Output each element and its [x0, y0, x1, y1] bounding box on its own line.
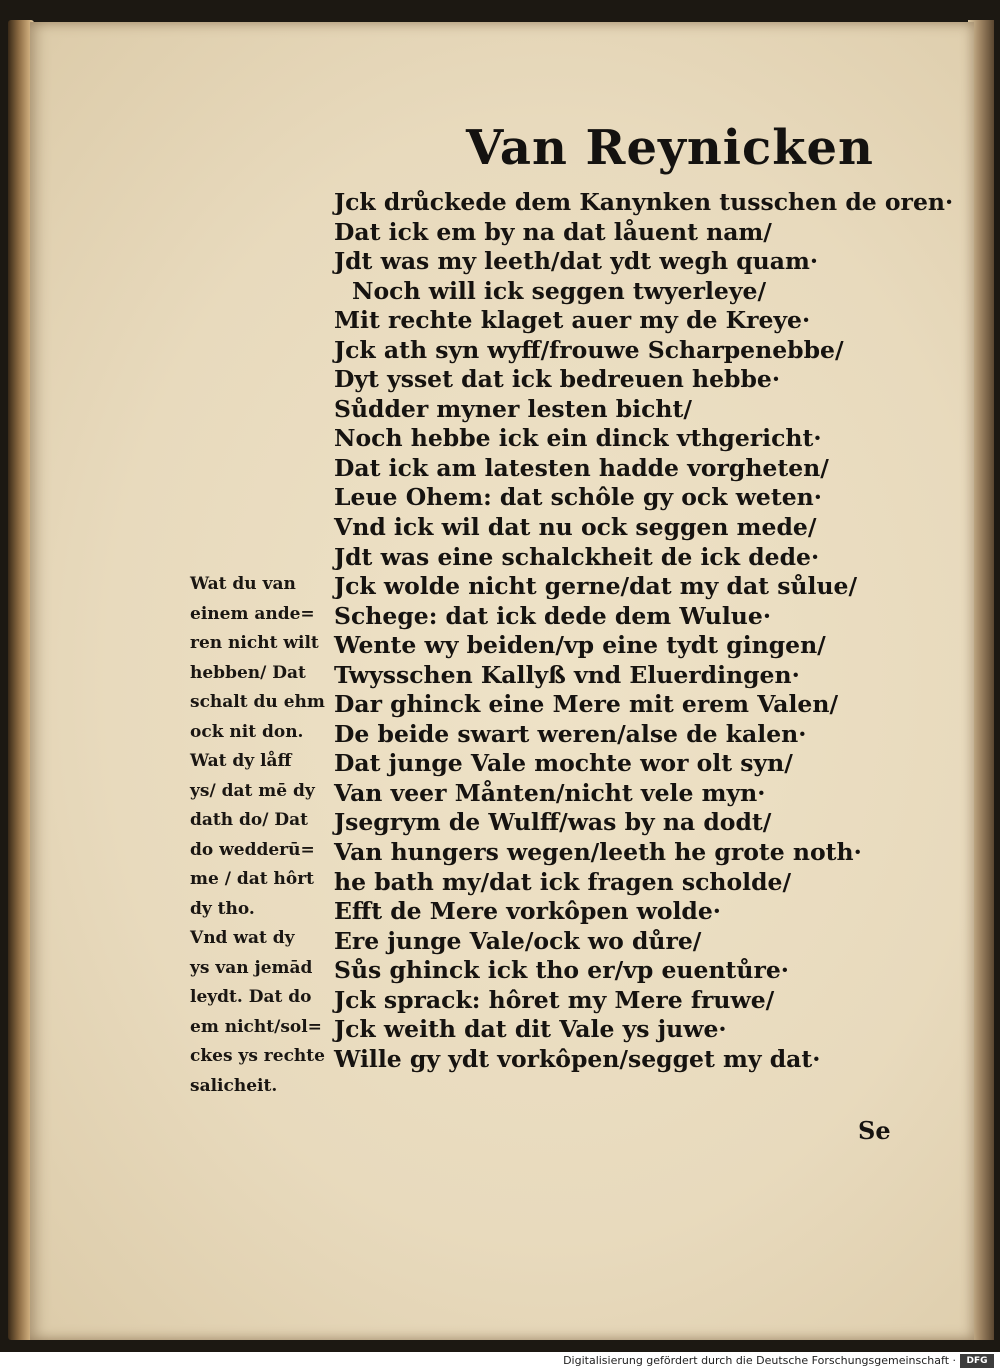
margin-note-line: Wat dy låff [190, 751, 292, 771]
margin-note-line: ren nicht wilt [190, 633, 319, 653]
dfg-logo: DFG [960, 1354, 994, 1368]
digitization-footer [0, 1352, 1000, 1371]
text-line: Sůs ghinck ick tho er/vp euentůre· [334, 956, 789, 985]
text-line: Jsegrym de Wulff/was by na dodt/ [334, 808, 772, 837]
text-line: Dat ick am latesten hadde vorgheten/ [334, 453, 829, 482]
margin-note-line: hebben/ Dat [190, 662, 306, 683]
text-line: Ere junge Vale/ock wo důre/ [334, 926, 702, 955]
margin-note-line: salicheit. [190, 1075, 278, 1096]
text-line: Dar ghinck eine Mere mit erem Valen/ [334, 690, 839, 719]
text-line: Van veer Månten/nicht vele myn· [334, 778, 766, 807]
page-header: Van Reynicken [466, 120, 874, 176]
text-line: Jck weith dat dit Vale ys juwe· [334, 1015, 727, 1044]
margin-note-line: dath do/ Dat [190, 810, 308, 830]
text-line: Jck drůckede dem Kanynken tusschen de oren· [334, 188, 954, 216]
text-line: Dyt ysset dat ick bedreuen hebbe· [334, 365, 781, 394]
text-line: Jdt was my leeth/dat ydt wegh quam· [334, 247, 818, 276]
text-line: Vnd ick wil dat nu ock seggen mede/ [334, 513, 817, 542]
text-line: Van hungers wegen/leeth he grote noth· [334, 838, 862, 867]
text-line: De beide swart weren/alse de kalen· [334, 719, 807, 748]
margin-note-line: schalt du ehm [190, 692, 325, 712]
text-line: Jdt was eine schalckheit de ick dede· [334, 542, 820, 571]
text-line: Wille gy ydt vorkôpen/segget my dat· [334, 1044, 821, 1073]
text-line: Noch will ick seggen twyerleye/ [352, 276, 767, 305]
text-line: Jck wolde nicht gerne/dat my dat sůlue/ [334, 572, 858, 601]
margin-note-line: ys/ dat mē dy [190, 780, 315, 801]
text-line: Jck ath syn wyff/frouwe Scharpenebbe/ [334, 335, 844, 364]
margin-note-line: einem ande= [190, 603, 315, 624]
text-line: Dat junge Vale mochte wor olt syn/ [334, 749, 793, 778]
text-line: Schege: dat ick dede dem Wulue· [334, 601, 771, 630]
margin-note-line: leydt. Dat do [190, 987, 312, 1007]
funding-notice: Digitalisierung gefördert durch die Deutsche Forschungsgemeinschaft · [563, 1354, 956, 1367]
margin-note-line: dy tho. [190, 898, 255, 919]
text-line: Twysschen Kallyß vnd Eluerdingen· [334, 660, 800, 689]
text-line: Mit rechte klaget auer my de Kreye· [334, 306, 811, 335]
text-line: he bath my/dat ick fragen scholde/ [334, 867, 792, 896]
margin-note-line: ys van jemād [190, 957, 313, 978]
margin-note-line: Wat du van [190, 574, 296, 594]
margin-note-line: ock nit don. [190, 721, 304, 742]
catchword: Se [858, 1116, 891, 1145]
text-line: Efft de Mere vorkôpen wolde· [334, 897, 721, 926]
margin-note-line: Vnd wat dy [190, 928, 295, 948]
margin-note-line: ckes ys rechte [190, 1046, 325, 1066]
text-line: Leue Ohem: dat schôle gy ock weten· [334, 483, 822, 512]
text-line: Dat ick em by na dat låuent nam/ [334, 217, 772, 246]
margin-note-line: me / dat hôrt [190, 869, 315, 889]
text-line: Sůdder myner lesten bicht/ [334, 394, 692, 423]
main-text-block [334, 188, 954, 1074]
margin-note [190, 570, 335, 1101]
text-line: Noch hebbe ick ein dinck vthgericht· [334, 424, 822, 453]
margin-note-line: do wedderū= [190, 839, 315, 860]
margin-note-line: em nicht/sol= [190, 1016, 322, 1037]
text-line: Wente wy beiden/vp eine tydt gingen/ [334, 631, 826, 660]
text-line: Jck sprack: hôret my Mere fruwe/ [334, 985, 775, 1014]
